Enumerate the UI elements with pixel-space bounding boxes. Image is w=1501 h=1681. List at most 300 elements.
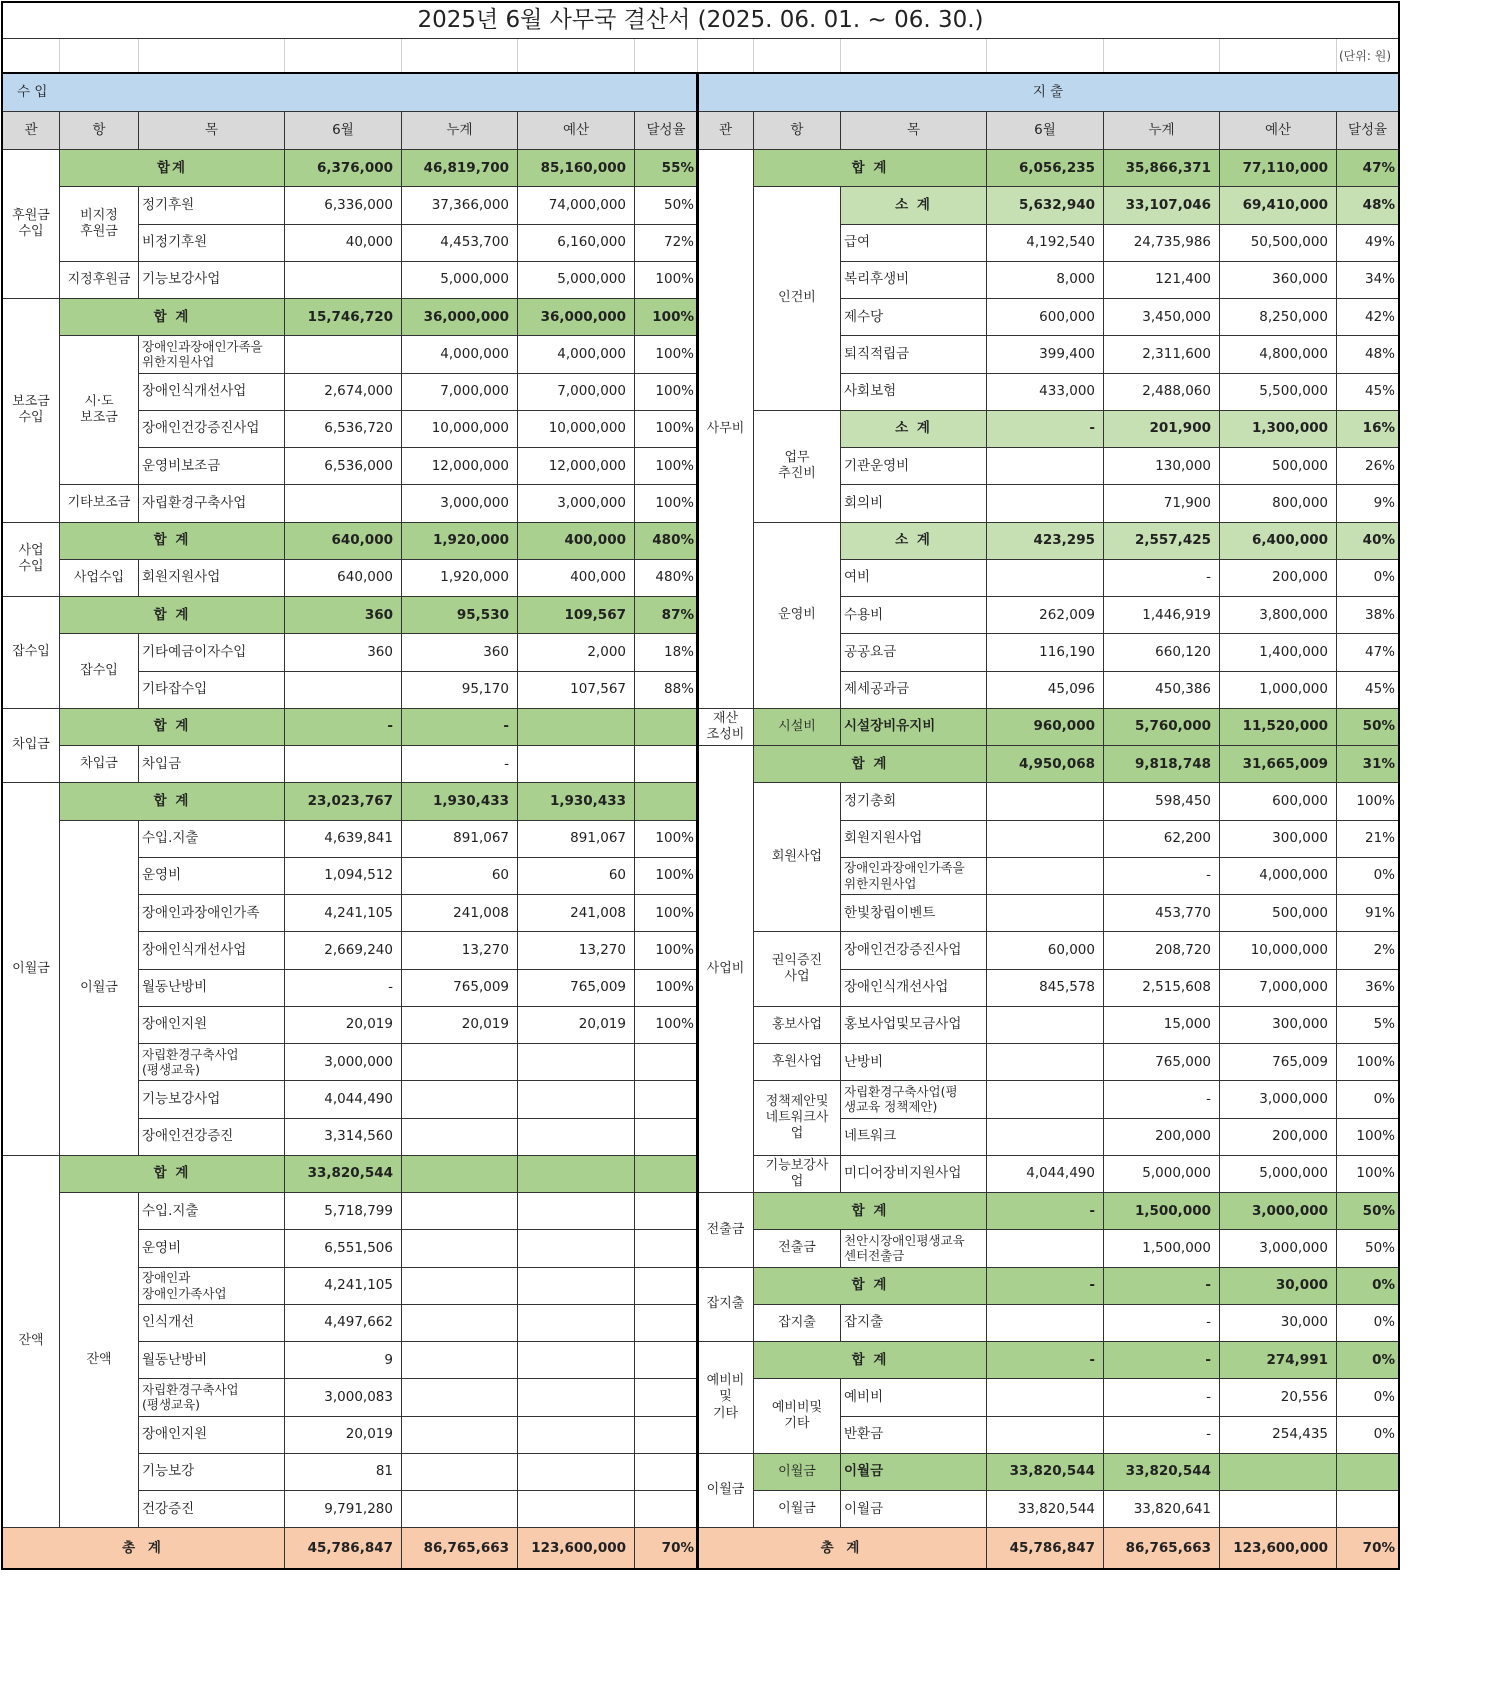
expense-mok-cell: 난방비 [840,1043,987,1081]
income-mok-cell: 자립환경구축사업 (평생교육) [138,1378,285,1416]
grid-line [697,39,698,73]
income-budget-cell: 60 [517,857,635,895]
expense-budget-cell [1219,1490,1337,1528]
expense-mok-cell: 합 계 [753,1267,987,1305]
expense-rate-cell: 47% [1336,149,1399,187]
expense-mok-cell: 반환금 [840,1416,987,1454]
expense-rate-cell: 34% [1336,261,1399,299]
expense-month-cell: 4,950,068 [986,745,1104,783]
income-cumulative-cell: 765,009 [401,969,518,1007]
income-cumulative-cell: 7,000,000 [401,373,518,411]
expense-cumulative-cell: 765,000 [1103,1043,1220,1081]
income-month-cell: 6,336,000 [284,186,402,224]
expense-mok-cell: 한빛창립이벤트 [840,894,987,932]
expense-month-cell [986,1006,1104,1044]
expense-budget-cell: 69,410,000 [1219,186,1337,224]
expense-budget-cell: 3,000,000 [1219,1192,1337,1230]
income-col-header: 누계 [401,111,518,150]
expense-rate-cell: 38% [1336,596,1399,634]
income-hang-label: 잡수입 [59,633,139,709]
income-mok-cell: 합 계 [59,708,285,746]
income-col-header: 6월 [284,111,402,150]
expense-month-cell [986,820,1104,858]
expense-budget-cell: 6,400,000 [1219,522,1337,560]
expense-budget-cell: 30,000 [1219,1304,1337,1342]
expense-mok-cell: 예비비 [840,1378,987,1416]
income-mok-cell: 회원지원사업 [138,559,285,597]
income-month-cell: 4,241,105 [284,894,402,932]
expense-cumulative-cell: 1,500,000 [1103,1229,1220,1267]
sheet-title: 2025년 6월 사무국 결산서 (2025. 06. 01. ~ 06. 30.) [2,2,1399,39]
income-rate-cell: 100% [634,298,698,336]
expense-cumulative-cell: 208,720 [1103,931,1220,969]
expense-budget-cell: 3,000,000 [1219,1080,1337,1118]
expense-hang-label: 예비비및 기타 [753,1378,841,1454]
grid-line [986,39,987,73]
expense-month-cell: - [986,1192,1104,1230]
expense-budget-cell: 600,000 [1219,782,1337,820]
expense-mok-cell: 장애인건강증진사업 [840,931,987,969]
expense-col-header: 6월 [986,111,1104,150]
grid-line [138,39,139,73]
income-grand-total-budget: 123,600,000 [517,1527,635,1569]
income-rate-cell: 100% [634,1006,698,1044]
income-budget-cell: 891,067 [517,820,635,858]
expense-budget-cell: 8,250,000 [1219,298,1337,336]
income-month-cell: 640,000 [284,522,402,560]
income-mok-cell: 합 계 [59,596,285,634]
expense-hang-label: 이월금 [753,1490,841,1528]
expense-budget-cell: 5,000,000 [1219,1155,1337,1193]
income-month-cell: 360 [284,633,402,671]
expense-rate-cell: 0% [1336,1378,1399,1416]
expense-rate-cell: 16% [1336,410,1399,448]
expense-rate-cell: 0% [1336,1304,1399,1342]
income-budget-cell [517,1341,635,1379]
income-cumulative-cell: 37,366,000 [401,186,518,224]
expense-rate-cell: 100% [1336,782,1399,820]
income-month-cell: 40,000 [284,224,402,262]
income-cumulative-cell [401,1378,518,1416]
income-cumulative-cell: 36,000,000 [401,298,518,336]
expense-rate-cell: 5% [1336,1006,1399,1044]
income-hang-label: 지정후원금 [59,261,139,299]
income-hang-label: 이월금 [59,820,139,1156]
income-month-cell: 640,000 [284,559,402,597]
income-budget-cell [517,1155,635,1193]
expense-budget-cell: 274,991 [1219,1341,1337,1379]
expense-cumulative-cell: 2,311,600 [1103,335,1220,373]
expense-mok-cell: 소 계 [840,186,987,224]
expense-month-cell [986,1304,1104,1342]
income-rate-cell [634,782,698,820]
income-month-cell: 3,000,000 [284,1043,402,1081]
income-rate-cell: 100% [634,820,698,858]
expense-budget-cell: 11,520,000 [1219,708,1337,746]
expense-budget-cell: 20,556 [1219,1378,1337,1416]
income-rate-cell [634,1416,698,1454]
expense-mok-cell: 공공요금 [840,633,987,671]
income-mok-cell: 정기후원 [138,186,285,224]
income-cumulative-cell [401,1453,518,1491]
expense-month-cell [986,559,1104,597]
income-col-header: 관 [2,111,60,150]
income-rate-cell: 480% [634,522,698,560]
expense-rate-cell: 100% [1336,1118,1399,1156]
expense-cumulative-cell: 453,770 [1103,894,1220,932]
expense-budget-cell [1219,1453,1337,1491]
expense-grand-total-cumulative: 86,765,663 [1103,1527,1220,1569]
income-cumulative-cell: 360 [401,633,518,671]
income-hang-label: 비지정 후원금 [59,186,139,262]
expense-rate-cell: 45% [1336,373,1399,411]
income-cumulative-cell [401,1043,518,1081]
income-rate-cell [634,1490,698,1528]
expense-rate-cell: 42% [1336,298,1399,336]
income-rate-cell: 55% [634,149,698,187]
grid-line [1336,39,1337,73]
expense-budget-cell: 1,000,000 [1219,671,1337,709]
expense-cumulative-cell: 35,866,371 [1103,149,1220,187]
income-cumulative-cell: 241,008 [401,894,518,932]
expense-budget-cell: 500,000 [1219,894,1337,932]
income-rate-cell: 100% [634,931,698,969]
expense-mok-cell: 제세공과금 [840,671,987,709]
income-cumulative-cell [401,1155,518,1193]
expense-mok-cell: 잡지출 [840,1304,987,1342]
expense-rate-cell: 36% [1336,969,1399,1007]
income-mok-cell: 장애인과장애인가족 [138,894,285,932]
income-cumulative-cell: 95,530 [401,596,518,634]
expense-cumulative-cell: 200,000 [1103,1118,1220,1156]
expense-grand-total-label: 총 계 [697,1527,987,1569]
expense-month-cell: - [986,1341,1104,1379]
expense-hang-label: 잡지출 [753,1304,841,1342]
income-month-cell [284,745,402,783]
income-mok-cell: 장애인식개선사업 [138,931,285,969]
expense-mok-cell: 수용비 [840,596,987,634]
income-cumulative-cell: 95,170 [401,671,518,709]
income-budget-cell: 4,000,000 [517,335,635,373]
income-month-cell: 20,019 [284,1006,402,1044]
expense-mok-cell: 회의비 [840,484,987,522]
income-budget-cell: 6,160,000 [517,224,635,262]
income-budget-cell: 107,567 [517,671,635,709]
expense-rate-cell: 50% [1336,708,1399,746]
expense-cumulative-cell: - [1103,1304,1220,1342]
expense-month-cell: - [986,1267,1104,1305]
expense-rate-cell [1336,1490,1399,1528]
income-budget-cell: 241,008 [517,894,635,932]
income-rate-cell [634,1304,698,1342]
expense-month-cell: 33,820,544 [986,1453,1104,1491]
expense-hang-label: 전출금 [753,1229,841,1267]
income-rate-cell [634,1155,698,1193]
income-mok-cell: 기타예금이자수입 [138,633,285,671]
expense-rate-cell [1336,1453,1399,1491]
grid-line [840,39,841,73]
expense-budget-cell: 300,000 [1219,1006,1337,1044]
expense-rate-cell: 45% [1336,671,1399,709]
income-rate-cell: 100% [634,484,698,522]
income-budget-cell: 5,000,000 [517,261,635,299]
income-budget-cell: 85,160,000 [517,149,635,187]
expense-col-header: 달성율 [1336,111,1399,150]
income-month-cell: 1,094,512 [284,857,402,895]
expense-rate-cell: 2% [1336,931,1399,969]
expense-gwan-label: 재산 조성비 [697,708,754,746]
expense-month-cell [986,1118,1104,1156]
expense-budget-cell: 200,000 [1219,559,1337,597]
expense-budget-cell: 1,400,000 [1219,633,1337,671]
expense-budget-cell: 31,665,009 [1219,745,1337,783]
income-budget-cell: 20,019 [517,1006,635,1044]
income-month-cell: 3,314,560 [284,1118,402,1156]
income-budget-cell: 400,000 [517,559,635,597]
expense-col-header: 예산 [1219,111,1337,150]
grid-line [1103,39,1104,73]
expense-col-header: 관 [697,111,754,150]
expense-cumulative-cell: 71,900 [1103,484,1220,522]
expense-rate-cell: 48% [1336,186,1399,224]
expense-budget-cell: 4,000,000 [1219,857,1337,895]
expense-mok-cell: 합 계 [753,1341,987,1379]
income-budget-cell [517,1416,635,1454]
expense-budget-cell: 50,500,000 [1219,224,1337,262]
expense-cumulative-cell: - [1103,857,1220,895]
expense-cumulative-cell: 201,900 [1103,410,1220,448]
income-rate-cell: 87% [634,596,698,634]
income-month-cell: 3,000,083 [284,1378,402,1416]
income-budget-cell [517,1304,635,1342]
income-budget-cell: 2,000 [517,633,635,671]
expense-mok-cell: 자립환경구축사업(평 생교육 정책제안) [840,1080,987,1118]
expense-cumulative-cell: 2,488,060 [1103,373,1220,411]
income-cumulative-cell: 20,019 [401,1006,518,1044]
expense-mok-cell: 네트워크 [840,1118,987,1156]
income-month-cell: 6,536,720 [284,410,402,448]
expense-rate-cell: 0% [1336,1416,1399,1454]
grid-line [1219,39,1220,73]
expense-cumulative-cell: 33,820,544 [1103,1453,1220,1491]
income-rate-cell [634,1118,698,1156]
income-mok-cell: 장애인지원 [138,1416,285,1454]
expense-grand-total-month: 45,786,847 [986,1527,1104,1569]
income-mok-cell: 운영비 [138,857,285,895]
expense-mok-cell: 합 계 [753,1192,987,1230]
expense-month-cell: 33,820,544 [986,1490,1104,1528]
income-rate-cell: 100% [634,857,698,895]
expense-cumulative-cell: 2,515,608 [1103,969,1220,1007]
income-rate-cell [634,708,698,746]
expense-mok-cell: 퇴직적립금 [840,335,987,373]
income-rate-cell: 100% [634,969,698,1007]
expense-mok-cell: 복리후생비 [840,261,987,299]
income-rate-cell [634,1043,698,1081]
income-cumulative-cell: 3,000,000 [401,484,518,522]
expense-mok-cell: 천안시장애인평생교육 센터전출금 [840,1229,987,1267]
expense-hang-label: 기능보강사 업 [753,1155,841,1193]
income-cumulative-cell: 4,453,700 [401,224,518,262]
income-mok-cell: 자립환경구축사업 [138,484,285,522]
income-rate-cell [634,1378,698,1416]
income-month-cell: 360 [284,596,402,634]
expense-cumulative-cell: 15,000 [1103,1006,1220,1044]
expense-section-header: 지 출 [697,73,1399,112]
income-hang-label: 잔액 [59,1192,139,1528]
expense-col-header: 항 [753,111,841,150]
expense-cumulative-cell: 121,400 [1103,261,1220,299]
income-month-cell: - [284,708,402,746]
expense-month-cell [986,857,1104,895]
expense-mok-cell: 정기총회 [840,782,987,820]
expense-mok-cell: 이월금 [840,1490,987,1528]
income-rate-cell [634,1192,698,1230]
income-month-cell: 81 [284,1453,402,1491]
income-cumulative-cell [401,1267,518,1305]
income-hang-label: 시·도 보조금 [59,335,139,485]
expense-cumulative-cell: 660,120 [1103,633,1220,671]
expense-hang-label: 회원사업 [753,782,841,932]
expense-mok-cell: 합 계 [753,745,987,783]
income-budget-cell: 10,000,000 [517,410,635,448]
expense-cumulative-cell: 62,200 [1103,820,1220,858]
income-cumulative-cell: 12,000,000 [401,447,518,485]
income-rate-cell: 100% [634,335,698,373]
grid-line [634,39,635,73]
income-month-cell: 20,019 [284,1416,402,1454]
income-cumulative-cell: - [401,708,518,746]
expense-cumulative-cell: 1,446,919 [1103,596,1220,634]
income-grand-total-rate: 70% [634,1527,698,1569]
income-month-cell: 5,718,799 [284,1192,402,1230]
income-month-cell: 23,023,767 [284,782,402,820]
expense-rate-cell: 91% [1336,894,1399,932]
income-rate-cell: 100% [634,261,698,299]
expense-cumulative-cell: 24,735,986 [1103,224,1220,262]
income-mok-cell: 자립환경구축사업 (평생교육) [138,1043,285,1081]
expense-budget-cell: 30,000 [1219,1267,1337,1305]
expense-budget-cell: 3,800,000 [1219,596,1337,634]
income-budget-cell: 3,000,000 [517,484,635,522]
expense-month-cell: 60,000 [986,931,1104,969]
expense-rate-cell: 0% [1336,1080,1399,1118]
income-rate-cell: 18% [634,633,698,671]
expense-month-cell [986,894,1104,932]
income-mok-cell: 기능보강사업 [138,261,285,299]
expense-budget-cell: 7,000,000 [1219,969,1337,1007]
income-mok-cell: 장애인지원 [138,1006,285,1044]
income-mok-cell: 장애인건강증진 [138,1118,285,1156]
income-grand-total-cumulative: 86,765,663 [401,1527,518,1569]
income-mok-cell: 합 계 [59,782,285,820]
expense-budget-cell: 3,000,000 [1219,1229,1337,1267]
expense-hang-label: 권익증진 사업 [753,931,841,1007]
grid-line [284,39,285,73]
income-month-cell: 4,497,662 [284,1304,402,1342]
income-cumulative-cell [401,1416,518,1454]
expense-month-cell: 5,632,940 [986,186,1104,224]
income-month-cell [284,261,402,299]
income-cumulative-cell [401,1118,518,1156]
expense-month-cell: 4,192,540 [986,224,1104,262]
income-month-cell: 33,820,544 [284,1155,402,1193]
income-budget-cell [517,1118,635,1156]
income-budget-cell [517,745,635,783]
income-month-cell: 4,639,841 [284,820,402,858]
expense-mok-cell: 장애인식개선사업 [840,969,987,1007]
expense-month-cell: 6,056,235 [986,149,1104,187]
income-cumulative-cell [401,1490,518,1528]
expense-cumulative-cell: - [1103,1080,1220,1118]
income-budget-cell: 36,000,000 [517,298,635,336]
expense-cumulative-cell: 5,760,000 [1103,708,1220,746]
expense-grand-total-rate: 70% [1336,1527,1399,1569]
expense-month-cell: 399,400 [986,335,1104,373]
expense-month-cell: 433,000 [986,373,1104,411]
income-budget-cell [517,1229,635,1267]
income-budget-cell: 7,000,000 [517,373,635,411]
income-mok-cell: 기능보강 [138,1453,285,1491]
expense-col-header: 목 [840,111,987,150]
income-month-cell: 6,536,000 [284,447,402,485]
income-budget-cell [517,1080,635,1118]
expense-month-cell: 8,000 [986,261,1104,299]
expense-rate-cell: 0% [1336,1341,1399,1379]
expense-cumulative-cell: 3,450,000 [1103,298,1220,336]
expense-mok-cell: 장애인과장애인가족을 위한지원사업 [840,857,987,895]
income-cumulative-cell: 891,067 [401,820,518,858]
income-month-cell: - [284,969,402,1007]
expense-month-cell [986,1043,1104,1081]
income-rate-cell [634,745,698,783]
expense-mok-cell: 합 계 [753,149,987,187]
income-month-cell: 9,791,280 [284,1490,402,1528]
income-hang-label: 기타보조금 [59,484,139,522]
income-budget-cell: 109,567 [517,596,635,634]
expense-rate-cell: 21% [1336,820,1399,858]
expense-mok-cell: 기관운영비 [840,447,987,485]
expense-rate-cell: 0% [1336,857,1399,895]
expense-mok-cell: 미디어장비지원사업 [840,1155,987,1193]
expense-cumulative-cell: 450,386 [1103,671,1220,709]
expense-mok-cell: 소 계 [840,410,987,448]
expense-cumulative-cell: 598,450 [1103,782,1220,820]
expense-mok-cell: 회원지원사업 [840,820,987,858]
income-col-header: 예산 [517,111,635,150]
expense-rate-cell: 31% [1336,745,1399,783]
income-month-cell: 6,551,506 [284,1229,402,1267]
income-budget-cell: 13,270 [517,931,635,969]
income-budget-cell: 12,000,000 [517,447,635,485]
expense-month-cell [986,484,1104,522]
expense-month-cell: 45,096 [986,671,1104,709]
expense-rate-cell: 47% [1336,633,1399,671]
income-gwan-label: 이월금 [2,782,60,1156]
grid-line [401,39,402,73]
income-cumulative-cell [401,1341,518,1379]
income-rate-cell: 100% [634,410,698,448]
income-cumulative-cell [401,1304,518,1342]
expense-rate-cell: 40% [1336,522,1399,560]
income-month-cell: 4,241,105 [284,1267,402,1305]
expense-cumulative-cell: - [1103,1267,1220,1305]
expense-budget-cell: 1,300,000 [1219,410,1337,448]
income-month-cell [284,671,402,709]
expense-rate-cell: 49% [1336,224,1399,262]
expense-gwan-label: 사업비 [697,745,754,1193]
income-grand-total-month: 45,786,847 [284,1527,402,1569]
